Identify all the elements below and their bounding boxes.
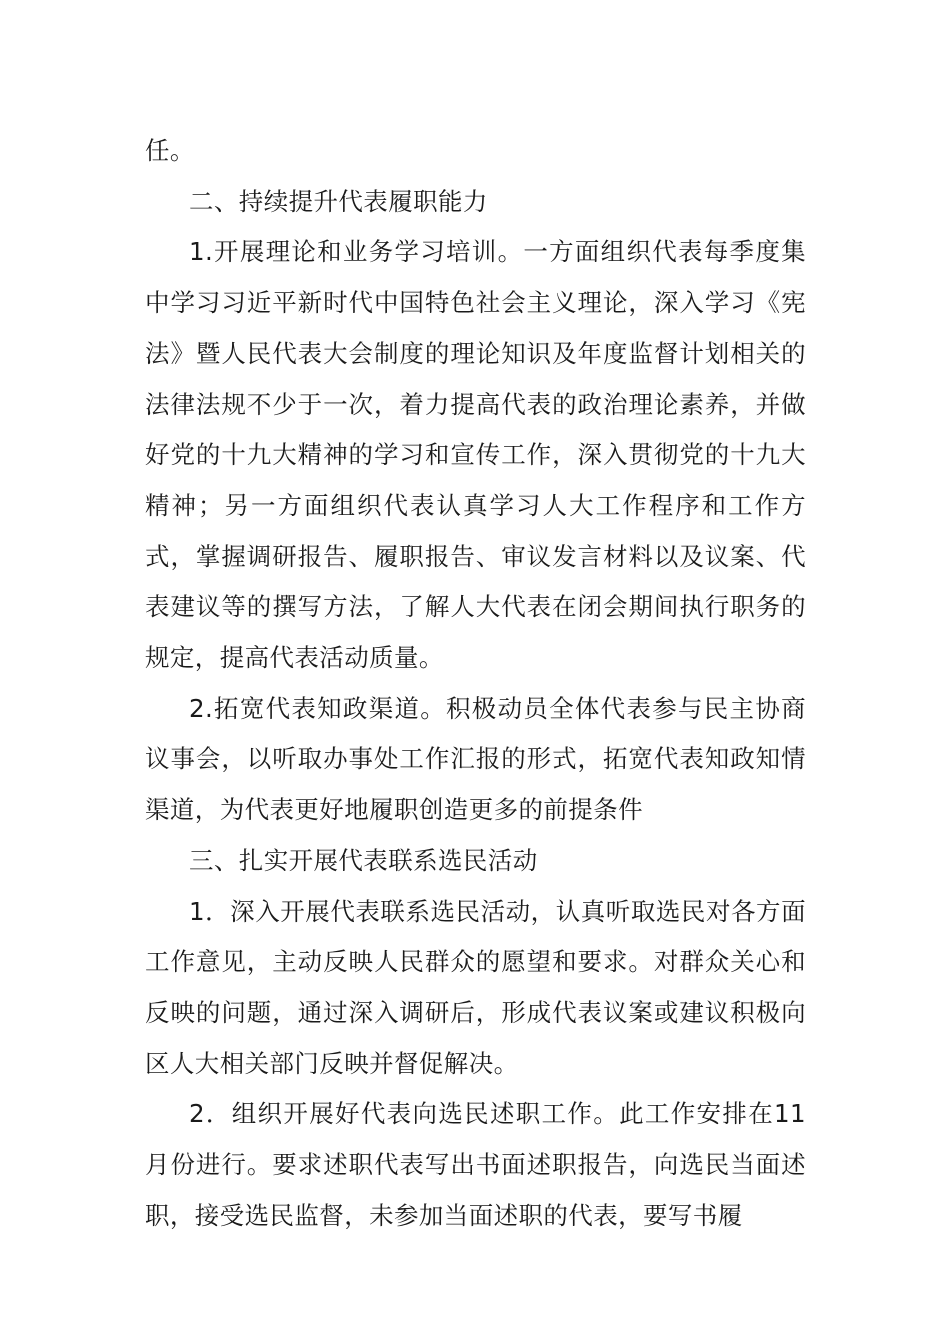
section3-item-1: 1．深入开展代表联系选民活动，认真听取选民对各方面工作意见，主动反映人民群众的愿望和要求。对群众关心和反映的问题，通过深入调研后，形成代表议案或建议积极向区人大相关部门反映并督促解决。 [145,896,806,1078]
section2-item-1: 1.开展理论和业务学习培训。一方面组织代表每季度集中学习习近平新时代中国特色社会主义理论，深入学习《宪法》暨人民代表大会制度的理论知识及年度监督计划相关的法律法规不少于一次，着力提高代表的政治理论素养，并做好党的十九大精神的学习和宣传工作，深入贯彻党的十九大精神；另一方面组织代表认真学习人大工作程序和工作方式，掌握调研报告、履职报告、审议发言材料以及议案、代表建议等的撰写方法，了解人大代表在闭会期间执行职务的规定，提高代表活动质量。 [145,237,806,673]
continuation-paragraph: 任。 [145,136,195,165]
section-heading-2: 二、持续提升代表履职能力 [189,186,488,216]
section-heading-3: 三、扎实开展代表联系选民活动 [189,845,538,875]
section2-item-2: 2.拓宽代表知政渠道。积极动员全体代表参与民主协商议事会，以听取办事处工作汇报的形式，拓宽代表知政知情渠道，为代表更好地履职创造更多的前提条件 [145,693,806,825]
section3-item-2: 2．组织开展好代表向选民述职工作。此工作安排在11月份进行。要求述职代表写出书面述职报告，向选民当面述职，接受选民监督，未参加当面述职的代表，要写书履 [145,1099,806,1230]
document-body [145,126,806,1241]
